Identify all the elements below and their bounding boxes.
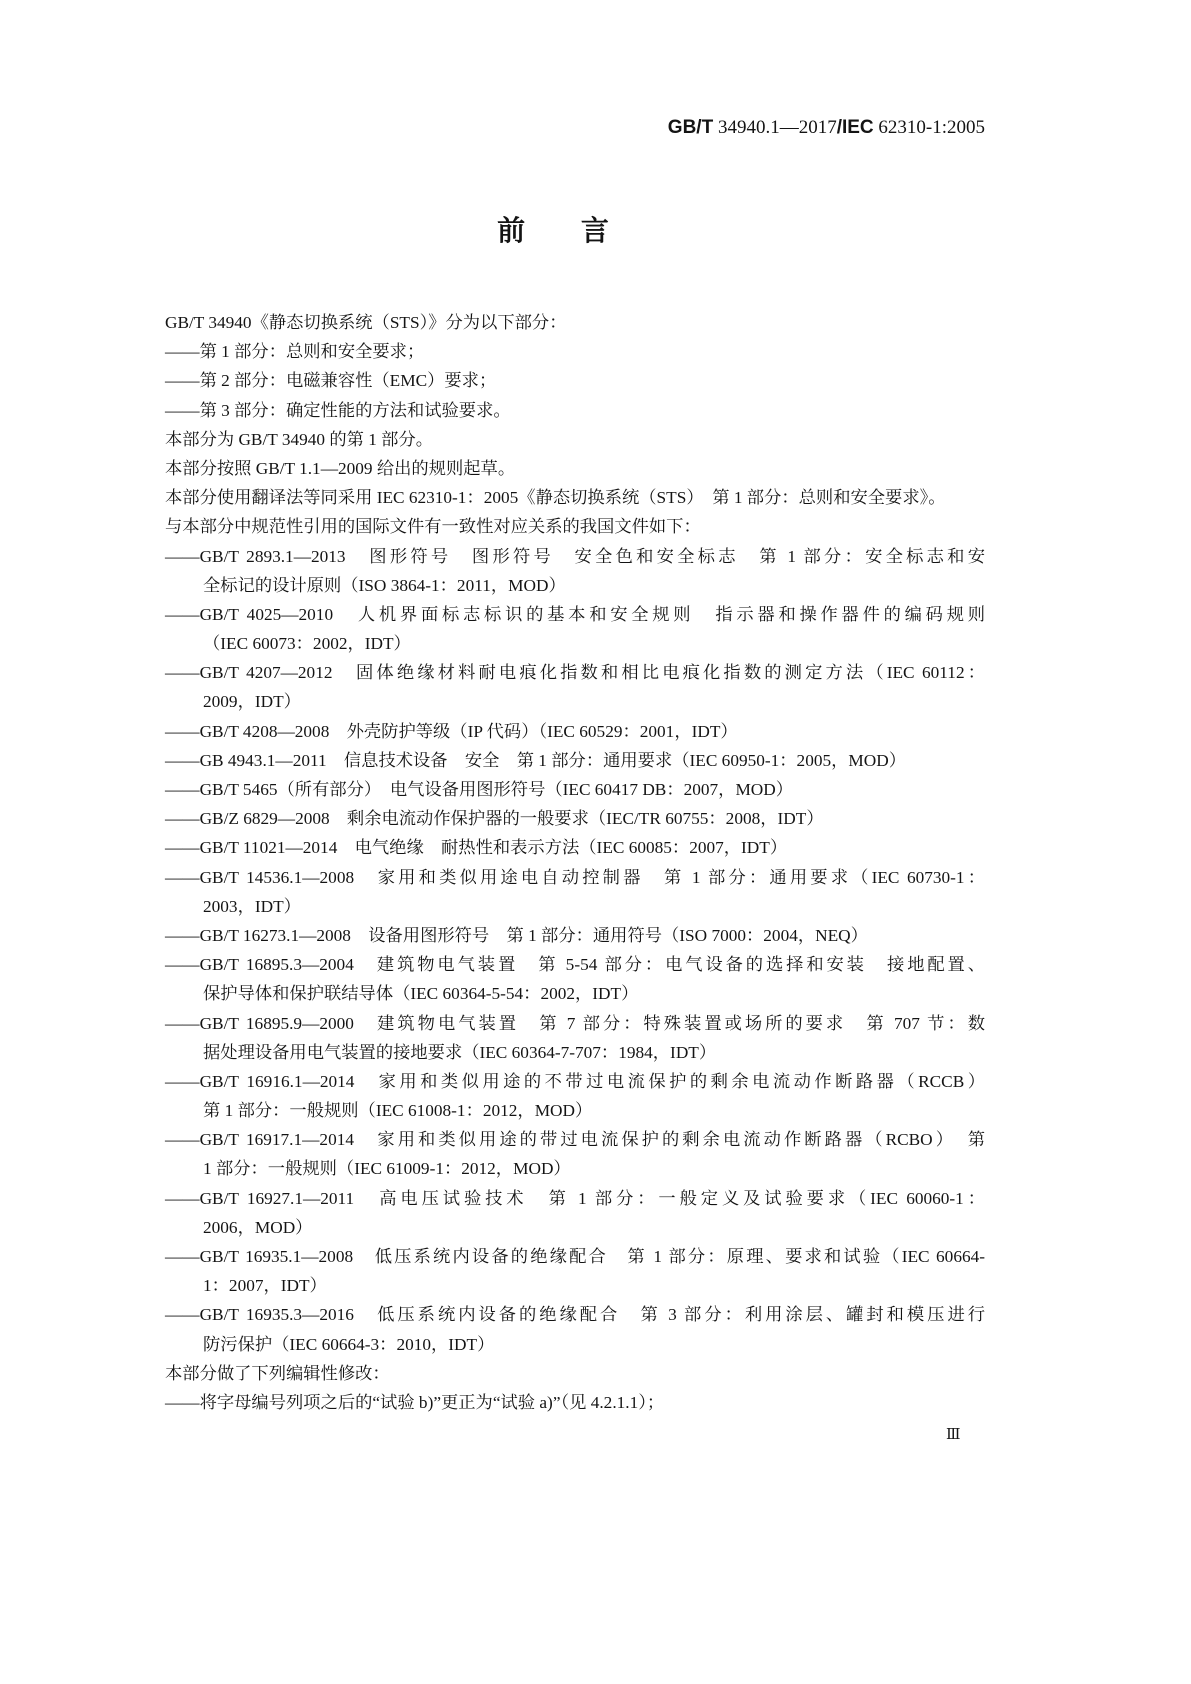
page-title: 前 言 (497, 215, 609, 246)
text-line: ——GB/T 16927.1—2011 高电压试验技术 第 1 部分：一般定义及试验要求（IEC 60060-1： (165, 1188, 985, 1208)
gb-number: 34940.1—2017 (717, 117, 837, 138)
text-line: ——GB/T 16273.1—2008 设备用图形符号 第 1 部分：通用符号（ISO 7000：2004，NEQ） (165, 925, 868, 945)
text-line: 本部分做了下列编辑性修改： (165, 1363, 390, 1383)
iec-number: 62310-1:2005 (878, 117, 985, 138)
text-line: ——GB/T 16935.3—2016 低压系统内设备的绝缘配合 第 3 部分：利用涂层、罐封和模压进行 (165, 1305, 985, 1325)
list-item (165, 1009, 985, 1067)
list-item (165, 600, 985, 658)
list-item (165, 921, 985, 950)
text-line: 本部分使用翻译法等同采用 IEC 62310-1：2005《静态切换系统（STS） 第 1 部分：总则和安全要求》。 (165, 488, 946, 508)
text-line: ——GB/Z 6829—2008 剩余电流动作保护器的一般要求（IEC/TR 60755：2008，IDT） (165, 809, 824, 829)
list-item (165, 658, 985, 716)
text-line: ——GB/T 16895.9—2000 建筑物电气装置 第 7 部分：特殊装置或场所的要求 第 707 节：数 (165, 1013, 985, 1033)
text-line: ——GB/T 2893.1—2013 图形符号 图形符号 安全色和安全标志 第 1 部分：安全标志和安 (165, 546, 985, 566)
list-item (165, 746, 985, 775)
list-item (165, 1242, 985, 1300)
gb-prefix: GB/T (667, 117, 714, 138)
paragraph (165, 483, 985, 512)
list-item (165, 717, 985, 746)
foreword-body (165, 308, 985, 1417)
list-item (165, 366, 985, 395)
text-line: ——第 2 部分：电磁兼容性（EMC）要求； (165, 371, 497, 391)
list-item (165, 337, 985, 366)
list-item (165, 863, 985, 921)
text-line: 2006，MOD） (203, 1217, 313, 1237)
list-item (165, 1300, 985, 1358)
list-item (165, 1067, 985, 1125)
text-line: ——GB/T 4207—2012 固体绝缘材料耐电痕化指数和相比电痕化指数的测定方法（IEC 60112： (165, 663, 985, 683)
text-line: ——GB/T 11021—2014 电气绝缘 耐热性和表示方法（IEC 60085：2007，IDT） (165, 838, 788, 858)
text-line: 本部分为 GB/T 34940 的第 1 部分。 (165, 429, 434, 449)
text-line: 保护导体和保护联结导体（IEC 60364-5-54：2002，IDT） (203, 984, 639, 1004)
text-line: ——GB/T 5465（所有部分） 电气设备用图形符号（IEC 60417 DB：2007，MOD） (165, 780, 794, 799)
list-item (165, 1388, 985, 1417)
text-line: ——GB/T 4208—2008 外壳防护等级（IP 代码）（IEC 60529：2001，IDT） (165, 721, 738, 741)
text-line: ——GB 4943.1—2011 信息技术设备 安全 第 1 部分：通用要求（IEC 60950-1：2005，MOD） (165, 750, 907, 770)
text-line: 1 部分：一般规则（IEC 61009-1：2012，MOD） (203, 1159, 571, 1179)
text-line: 据处理设备用电气装置的接地要求（IEC 60364-7-707：1984，IDT） (203, 1042, 717, 1062)
text-line: ——GB/T 4025—2010 人机界面标志标识的基本和安全规则 指示器和操作器件的编码规则 (165, 604, 985, 624)
text-line: （IEC 60073：2002，IDT） (203, 634, 411, 654)
paragraph (165, 512, 985, 541)
text-line: ——GB/T 14536.1—2008 家用和类似用途电自动控制器 第 1 部分：通用要求（IEC 60730-1： (165, 867, 985, 887)
text-line: ——将字母编号列项之后的“试验 b)”更正为“试验 a)”（见 4.2.1.1）； (165, 1392, 665, 1412)
text-line: 第 1 部分：一般规则（IEC 61008-1：2012，MOD） (203, 1101, 593, 1121)
list-item (165, 396, 985, 425)
paragraph (165, 308, 985, 337)
list-item (165, 950, 985, 1008)
iec-prefix: /IEC (836, 117, 874, 138)
list-item (165, 1184, 985, 1242)
text-line: ——GB/T 16895.3—2004 建筑物电气装置 第 5-54 部分：电气设备的选择和安装 接地配置、 (165, 955, 985, 975)
list-item (165, 1125, 985, 1183)
paragraph (165, 1359, 985, 1388)
text-line: 2009，IDT） (203, 692, 301, 712)
paragraph (165, 454, 985, 483)
text-line: 本部分按照 GB/T 1.1—2009 给出的规则起草。 (165, 458, 516, 478)
text-line: 与本部分中规范性引用的国际文件有一致性对应关系的我国文件如下： (165, 517, 701, 537)
text-line: ——第 3 部分：确定性能的方法和试验要求。 (165, 400, 511, 420)
list-item (165, 804, 985, 833)
text-line: 1：2007，IDT） (203, 1276, 327, 1296)
list-item (165, 775, 985, 804)
text-line: ——GB/T 16916.1—2014 家用和类似用途的不带过电流保护的剩余电流动作断路器（RCCB） (165, 1071, 985, 1091)
list-item (165, 833, 985, 862)
page-number: Ⅲ (946, 1427, 961, 1443)
running-header (165, 116, 985, 140)
text-line: ——GB/T 16917.1—2014 家用和类似用途的带过电流保护的剩余电流动作断路器（RCBO） 第 (165, 1130, 985, 1150)
list-item (165, 542, 985, 600)
text-line: ——GB/T 16935.1—2008 低压系统内设备的绝缘配合 第 1 部分：原理、要求和试验（IEC 60664- (165, 1247, 985, 1266)
text-line: 2003，IDT） (203, 896, 301, 916)
text-line: 防污保护（IEC 60664-3：2010，IDT） (203, 1334, 495, 1354)
paragraph (165, 425, 985, 454)
text-line: GB/T 34940《静态切换系统（STS）》分为以下部分： (165, 313, 567, 332)
text-line: ——第 1 部分：总则和安全要求； (165, 342, 425, 362)
text-line: 全标记的设计原则（ISO 3864-1：2011，MOD） (203, 575, 566, 595)
